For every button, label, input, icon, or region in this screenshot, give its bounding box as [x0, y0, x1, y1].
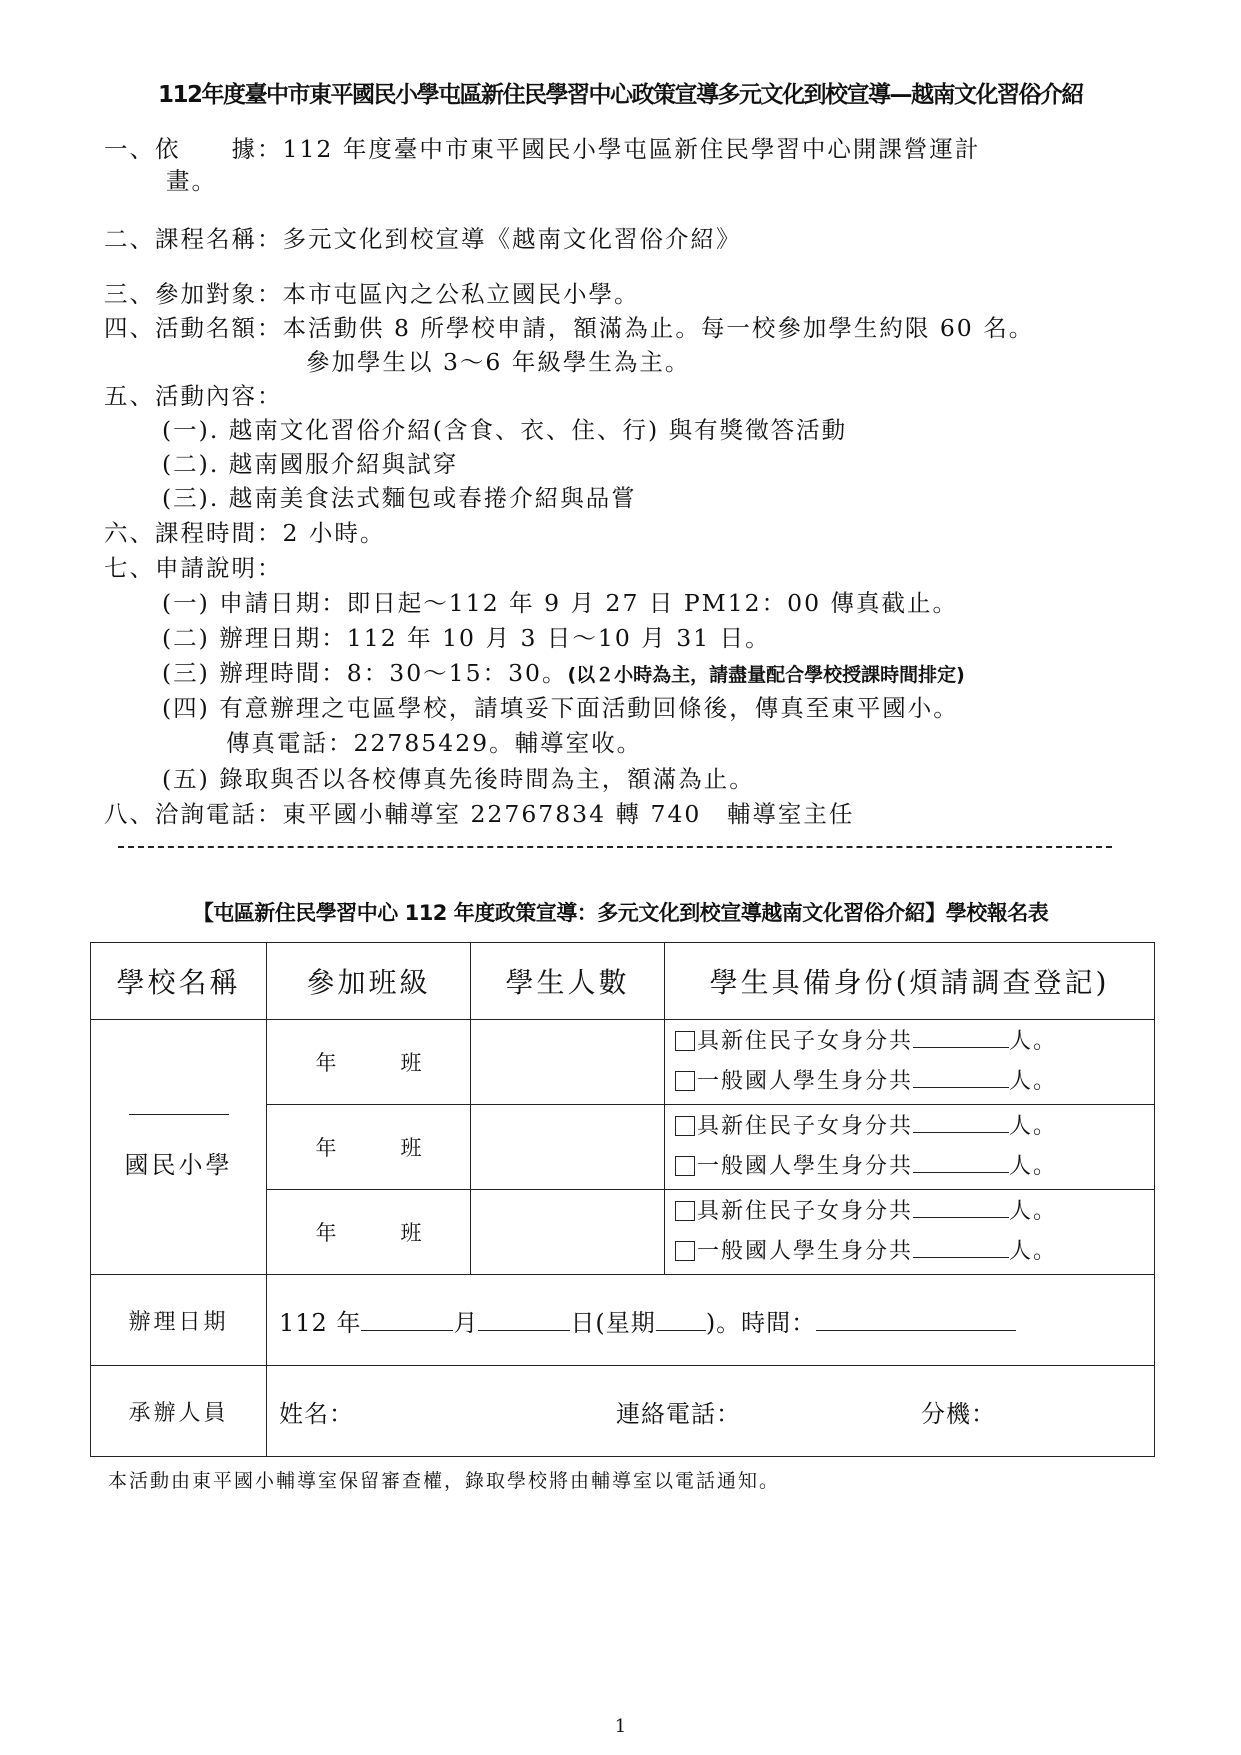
student-count-cell-3[interactable]: [471, 1190, 665, 1275]
general-count-2[interactable]: [913, 1172, 1009, 1173]
new-resident-checkbox-1[interactable]: [675, 1031, 695, 1051]
new-resident-checkbox-3[interactable]: [675, 1201, 695, 1221]
item-application-3: (三) 辦理時間：8：30～15：30。(以２小時為主，請盡量配合學校授課時間排定): [162, 659, 965, 687]
item-contact: 八、洽詢電話：東平國小輔導室 22767834 轉 740 輔導室主任: [104, 800, 855, 828]
date-day-blank[interactable]: [478, 1330, 570, 1331]
footer-note: 本活動由東平國小輔導室保留審查權，錄取學校將由輔導室以電話通知。: [108, 1470, 781, 1492]
class-cell-1[interactable]: 年 班: [267, 1020, 471, 1105]
class-cell-3[interactable]: 年 班: [267, 1190, 471, 1275]
date-row-label: 辦理日期: [91, 1275, 267, 1366]
new-resident-checkbox-2[interactable]: [675, 1116, 695, 1136]
staff-name-label: 姓名：: [279, 1399, 354, 1428]
item-content: 五、活動內容：: [104, 382, 283, 410]
general-checkbox-3[interactable]: [675, 1241, 695, 1261]
item-application-1: (一) 申請日期：即日起～112 年 9 月 27 日 PM12：00 傳真截止。: [162, 589, 958, 617]
item-quota-cont: 參加學生以 3～6 年級學生為主。: [306, 348, 691, 376]
staff-row-label: 承辦人員: [91, 1366, 267, 1457]
new-resident-count-3[interactable]: [913, 1217, 1009, 1218]
item-duration: 六、課程時間：2 小時。: [104, 519, 386, 547]
general-count-1[interactable]: [913, 1087, 1009, 1088]
cut-line: [118, 846, 1112, 848]
date-weekday-blank[interactable]: [656, 1330, 706, 1331]
page-number: 1: [614, 1716, 627, 1737]
new-resident-count-1[interactable]: [913, 1047, 1009, 1048]
registration-form: [90, 942, 1155, 1457]
general-count-3[interactable]: [913, 1257, 1009, 1258]
form-title: 【屯區新住民學習中心 112 年度政策宣導：多元文化到校宣導越南文化習俗介紹】學校報名表: [192, 901, 1049, 925]
item-quota: 四、活動名額：本活動供 8 所學校申請，額滿為止。每一校參加學生約限 60 名。: [104, 314, 1035, 342]
item-content-1: (一). 越南文化習俗介紹(含食、衣、住、行) 與有獎徵答活動: [162, 416, 848, 444]
new-resident-count-2[interactable]: [913, 1132, 1009, 1133]
general-checkbox-2[interactable]: [675, 1156, 695, 1176]
staff-phone-label: 連絡電話：: [616, 1399, 741, 1428]
class-cell-2[interactable]: 年 班: [267, 1105, 471, 1190]
item-application-5: (五) 錄取與否以各校傳真先後時間為主，額滿為止。: [162, 765, 755, 793]
date-row-content: 112 年 月 日(星期 )。時間：: [267, 1275, 1155, 1366]
item-application-4-cont: 傳真電話：22785429。輔導室收。: [226, 729, 643, 757]
header-count: 學生人數: [471, 943, 665, 1020]
staff-row-content[interactable]: [267, 1366, 1155, 1457]
date-row: [91, 1275, 1155, 1366]
header-class: 參加班級: [267, 943, 471, 1020]
form-header-row: [91, 943, 1155, 1020]
item-participants: 三、參加對象：本市屯區內之公私立國民小學。: [104, 280, 640, 308]
school-suffix: 國民小學: [124, 1151, 233, 1179]
header-identity: 學生具備身份(煩請調查登記): [665, 943, 1155, 1020]
student-count-cell-1[interactable]: [471, 1020, 665, 1105]
school-name-blank[interactable]: [129, 1114, 229, 1115]
header-school: 學校名稱: [91, 943, 267, 1020]
document-title: 112年度臺中市東平國民小學屯區新住民學習中心政策宣導多元文化到校宣導—越南文化習俗介紹: [157, 82, 1083, 108]
item-content-3: (三). 越南美食法式麵包或春捲介紹與品嘗: [162, 484, 637, 512]
staff-row: [91, 1366, 1155, 1457]
date-month-blank[interactable]: [361, 1330, 453, 1331]
general-checkbox-1[interactable]: [675, 1071, 695, 1091]
item-application-4: (四) 有意辦理之屯區學校，請填妥下面活動回條後，傳真至東平國小。: [162, 694, 959, 722]
school-name-cell[interactable]: [91, 1020, 267, 1275]
identity-cell-2: 具新住民子女身分共 人。 一般國人學生身分共 人。: [665, 1105, 1155, 1190]
date-time-blank[interactable]: [816, 1330, 1016, 1331]
item-application: 七、申請說明：: [104, 554, 283, 582]
item-basis: 一、依 據：112 年度臺中市東平國民小學屯區新住民學習中心開課營運計: [104, 135, 981, 163]
identity-cell-1: 具新住民子女身分共 人。 一般國人學生身分共 人。: [665, 1020, 1155, 1105]
item-content-2: (二). 越南國服介紹與試穿: [162, 450, 459, 478]
staff-ext-label: 分機：: [921, 1399, 996, 1428]
item-course-name: 二、課程名稱：多元文化到校宣導《越南文化習俗介紹》: [104, 225, 742, 253]
item-basis-cont: 畫。: [166, 167, 217, 195]
student-count-cell-2[interactable]: [471, 1105, 665, 1190]
class-row-1: [91, 1020, 1155, 1105]
identity-cell-3: 具新住民子女身分共 人。 一般國人學生身分共 人。: [665, 1190, 1155, 1275]
item-application-2: (二) 辦理日期：112 年 10 月 3 日～10 月 31 日。: [162, 624, 771, 652]
